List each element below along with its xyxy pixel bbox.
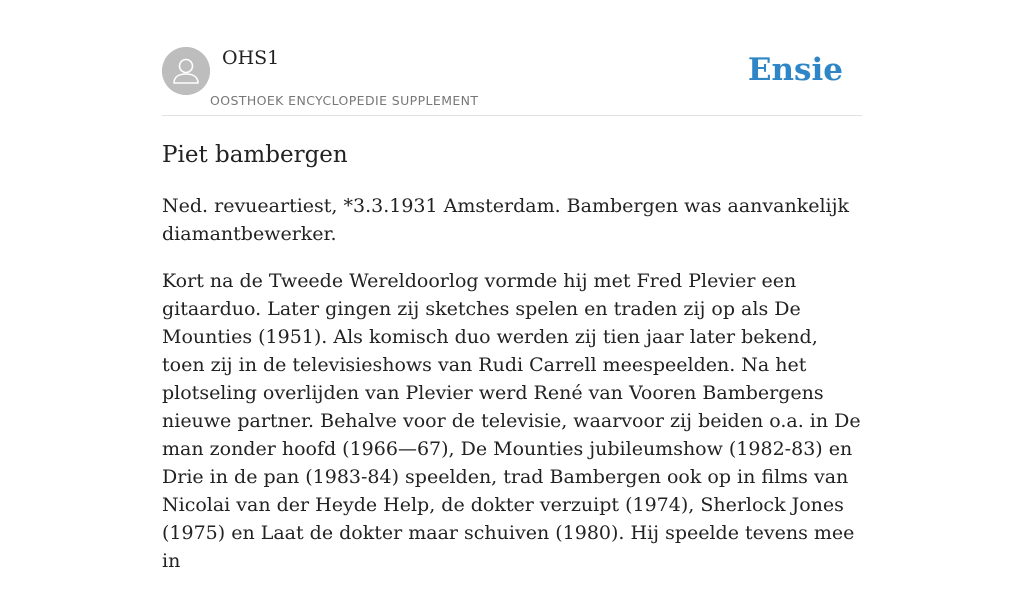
user-icon (162, 47, 210, 95)
article-body (162, 192, 862, 594)
paragraph: Ned. revueartiest, *3.3.1931 Amsterdam. Bambergen was aanvankelijk diamantbewerker. (162, 195, 850, 245)
source-label[interactable]: OOSTHOEK ENCYCLOPEDIE SUPPLEMENT (210, 93, 479, 108)
paragraph: Kort na de Tweede Wereldoorlog vormde hij met Fred Plevier een gitaarduo. Later gingen zij sketches spelen en traden zij op als De Mounties (1951). Als komisch duo werden zij tien jaar later bekend, toen zij in de televisieshows van Rudi Carrell meespeelden. Na het plotseling overlijden van Plevier werd René van Vooren Bambergens nieuwe partner. Behalve voor de televisie, waarvoor zij beiden o.a. in De man zonder hoofd (1966—67), De Mounties jubileumshow (1982-83) en Drie in de pan (1983-84) speelden, trad Bambergen ook op in films van Nicolai van der Heyde Help, de dokter verzuipt (1974), Sherlock Jones (1975) en Laat de dokter maar schuiven (1980). Hij speelde tevens mee in (162, 270, 861, 572)
page-title: Piet bambergen (162, 142, 348, 168)
brand-logo[interactable]: Ensie (747, 52, 843, 88)
header (162, 0, 862, 116)
user-name[interactable]: OHS1 (222, 47, 280, 69)
avatar[interactable] (162, 47, 210, 95)
